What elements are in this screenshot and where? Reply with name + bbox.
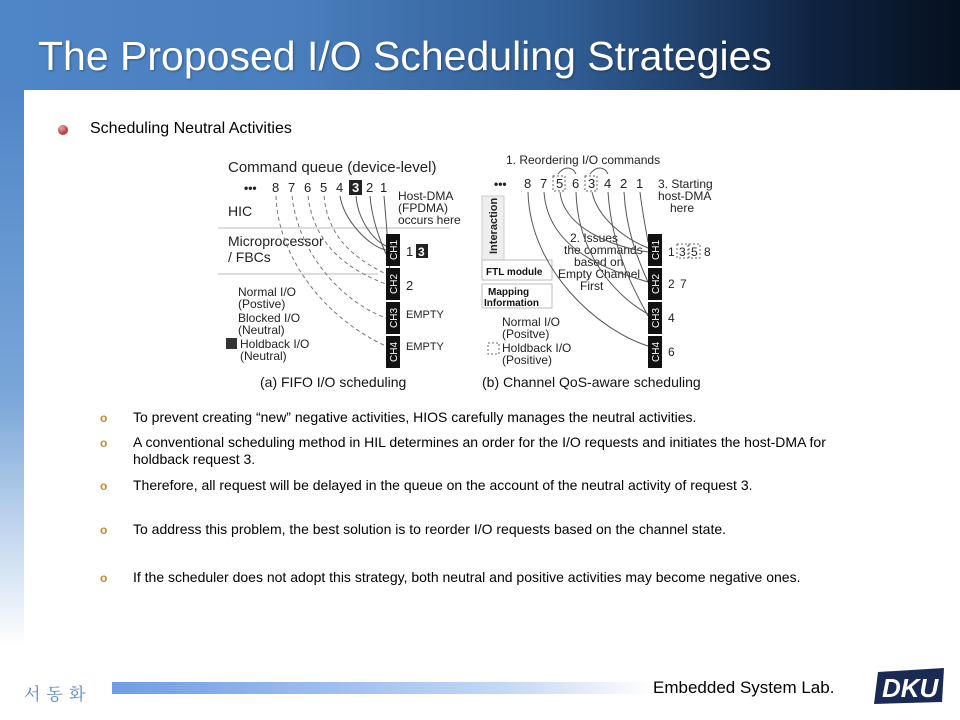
fig-right-q-num: 5 (556, 176, 564, 191)
fig-right-legend: (Positve) (502, 327, 550, 341)
fig-left-ch-label: CH1 (389, 239, 400, 260)
fig-right-q-num: 8 (524, 176, 532, 191)
fig-right-q-num: 4 (604, 176, 612, 191)
fig-right-q-num: 3 (588, 176, 596, 191)
sub-bullet-marker-icon: o (100, 479, 108, 493)
fig-right-ch-label: CH4 (651, 341, 662, 362)
fig-left-q-num: 2 (366, 180, 374, 195)
slide-title: The Proposed I/O Scheduling Strategies (38, 33, 772, 79)
fig-left-legend: (Neutral) (240, 349, 287, 363)
dku-logo-icon (872, 666, 948, 706)
fig-right-q-num: 7 (540, 176, 548, 191)
fig-right-dots: ••• (494, 177, 507, 191)
fig-right-legend: Holdback I/O (502, 341, 572, 355)
scheduling-diagram (218, 150, 726, 396)
fig-right-ch-label: CH2 (651, 273, 662, 294)
fig-right-q-num: 6 (572, 176, 580, 191)
fig-right-issues: Empty Channel (558, 267, 641, 281)
fig-left-hic: HIC (228, 203, 253, 219)
sub-bullet-marker-icon: o (100, 523, 108, 537)
sub-bullet-text: To prevent creating “new” negative activities, HIOS carefully manages the neutral activities. (133, 409, 697, 425)
fig-right-start-note: here (670, 201, 695, 215)
fig-left-legend: Blocked I/O (238, 311, 301, 325)
fig-left-q-num: 1 (380, 180, 388, 195)
fig-right-ch-content: 1 (668, 245, 675, 259)
fig-right-ch-content: 6 (668, 345, 675, 359)
fig-left-q-num: 4 (336, 180, 344, 195)
sub-bullet-text: To address this problem, the best solution is to reorder I/O requests based on the channel state. (133, 521, 727, 537)
fig-right-ch-content: 8 (704, 245, 711, 259)
fig-left-legend: Holdback I/O (240, 337, 310, 351)
fig-left-q-num: 3 (352, 180, 360, 195)
fig-right-issues: 2. Issues (570, 231, 619, 245)
dku-logo-text: DKU (882, 673, 939, 703)
fig-right-ch-content: 5 (691, 245, 698, 259)
scheduling-figure (218, 150, 726, 396)
fig-left-q-num: 7 (288, 180, 296, 195)
fig-right-interaction: Interaction (488, 197, 500, 254)
fig-right-start-note: host-DMA (658, 189, 712, 203)
fig-right-legend: Normal I/O (502, 315, 561, 329)
fig-left-dots: ••• (244, 181, 257, 195)
fig-left-ch-content: EMPTY (406, 309, 444, 321)
fig-left-legend: (Neutral) (238, 323, 285, 337)
footer-gradient-bar (112, 682, 652, 694)
main-bullet-text: Scheduling Neutral Activities (90, 120, 292, 137)
fig-left-legend-swatch (226, 338, 237, 349)
sub-bullet-text: If the scheduler does not adopt this strategy, both neutral and positive activities may become negative ones. (133, 569, 801, 585)
fig-right-reorder: 1. Reordering I/O commands (506, 153, 661, 167)
footer-author: 서동화 (24, 685, 92, 705)
fig-left-ch-content: 1 (406, 244, 414, 259)
fig-right-issues: First (580, 279, 604, 293)
fig-left-ch-content: 3 (418, 245, 425, 259)
sub-bullet-marker-icon: o (100, 411, 108, 425)
sub-bullet-marker-icon: o (100, 571, 108, 585)
fig-left-ch-label: CH3 (389, 307, 400, 328)
fig-right-ftl: FTL module (486, 267, 543, 278)
fig-right-ch-label: CH3 (651, 307, 662, 328)
bullet-dot-icon (58, 125, 68, 135)
fig-right-ch-label: CH1 (651, 239, 662, 260)
fig-right-ch-content: 7 (680, 277, 687, 291)
fig-left-ch-content: EMPTY (406, 341, 444, 353)
fig-right-q-num: 2 (620, 176, 628, 191)
fig-right-issues: based on (574, 255, 624, 269)
fig-right-mapping: Mapping (488, 287, 530, 298)
fig-right-legend: (Positive) (502, 353, 553, 367)
fig-left-micro: Microprocessor (228, 233, 324, 249)
footer-lab-name: Embedded System Lab. (653, 678, 835, 697)
fig-left-queue-title: Command queue (device-level) (228, 159, 437, 176)
fig-right-ch-content: 2 (668, 277, 675, 291)
fig-left-ch-label: CH4 (389, 341, 400, 362)
fig-left-dma-note: occurs here (398, 213, 461, 227)
fig-right-start-note: 3. Starting (658, 177, 713, 191)
fig-left-ch-label: CH2 (389, 273, 400, 294)
fig-left-q-num: 8 (272, 180, 280, 195)
fig-right-ch-content: 4 (668, 311, 675, 325)
fig-left-micro: / FBCs (228, 249, 271, 265)
fig-right-q-num: 1 (636, 176, 644, 191)
fig-right-caption: (b) Channel QoS-aware scheduling (482, 374, 701, 390)
fig-left-caption: (a) FIFO I/O scheduling (260, 374, 407, 390)
fig-left-legend: (Postive) (238, 297, 286, 311)
sub-bullet-marker-icon: o (100, 436, 108, 450)
sub-bullet-text: Therefore, all request will be delayed in the queue on the account of the neutral activity of request 3. (133, 477, 753, 493)
fig-left-dma-note: Host-DMA (398, 189, 454, 203)
fig-left-q-num: 5 (320, 180, 328, 195)
fig-right-issues: the commands (564, 243, 643, 257)
fig-left-legend: Normal I/O (238, 285, 297, 299)
fig-right-mapping: Information (484, 298, 539, 309)
left-accent-strip (0, 88, 24, 648)
fig-left-q-num: 6 (304, 180, 312, 195)
fig-left-ch-content: 2 (406, 278, 414, 293)
fig-right-ch-content: 3 (679, 245, 686, 259)
fig-left-dma-note: (FPDMA) (398, 201, 448, 215)
sub-bullet-text: A conventional scheduling method in HIL determines an order for the I/O requests and initiates the host-DMA for holdback request 3. (133, 434, 826, 467)
